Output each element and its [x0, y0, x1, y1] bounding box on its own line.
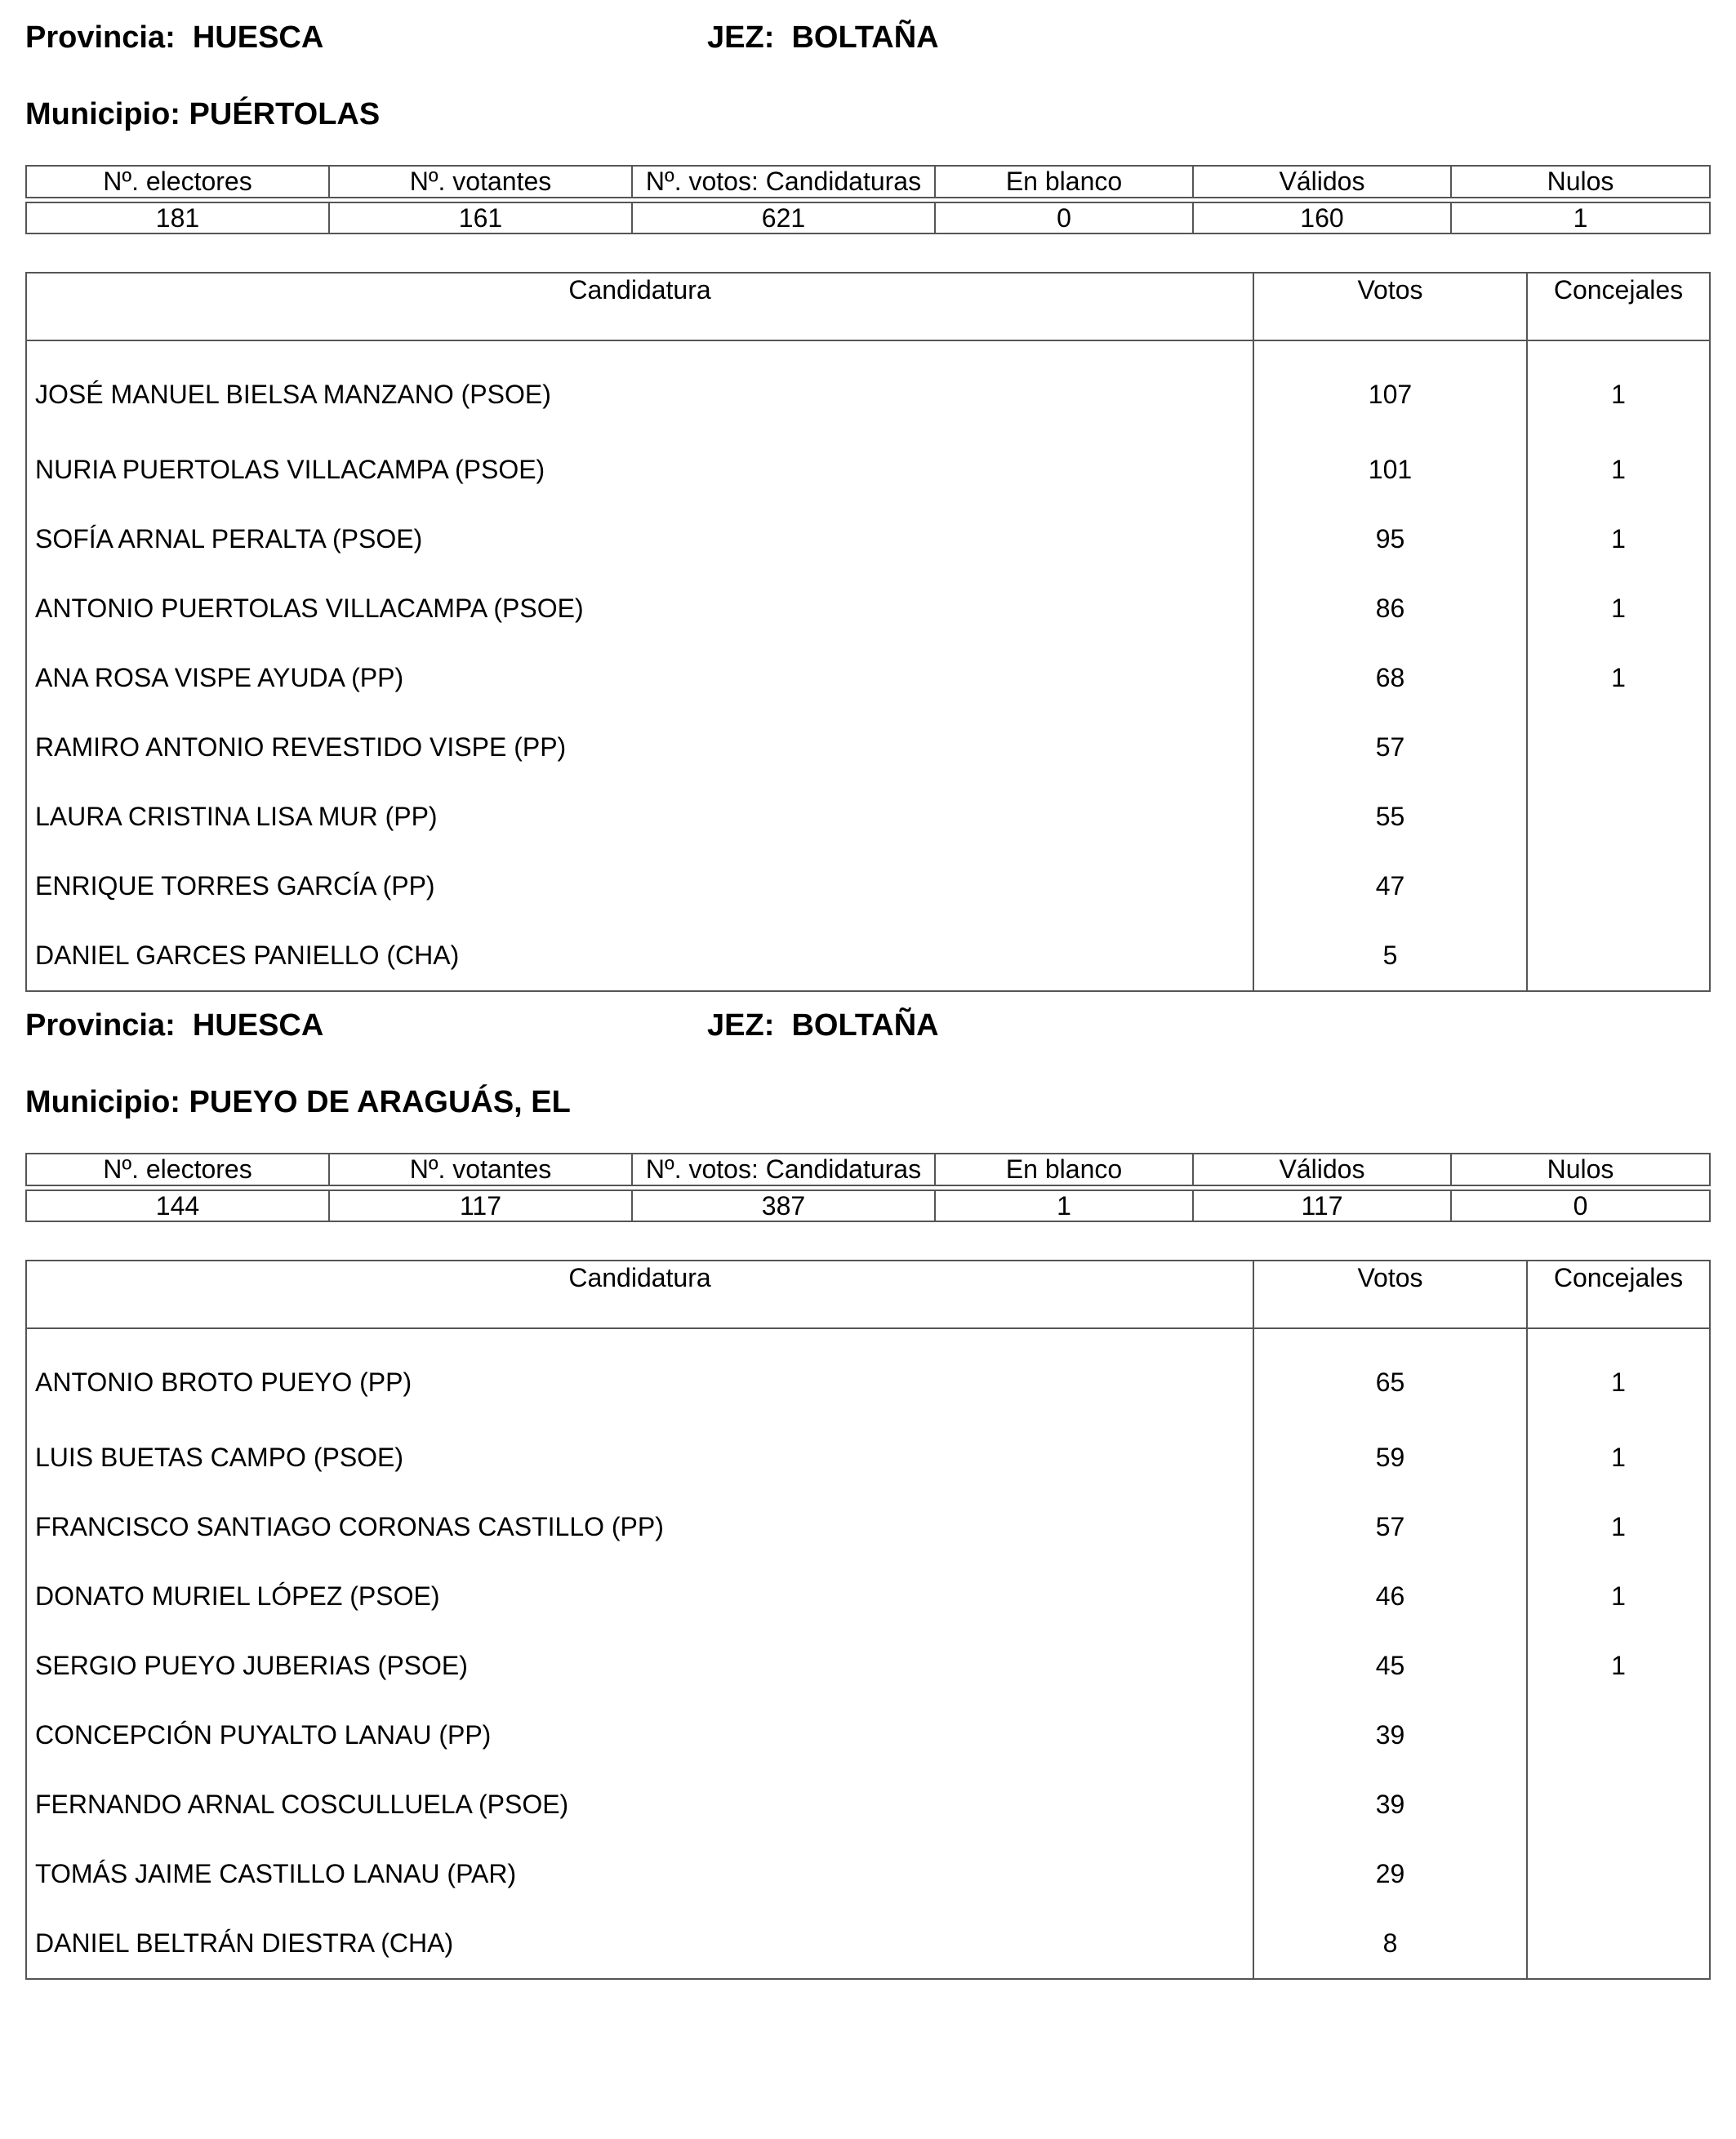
candidate-row: [26, 1839, 1710, 1909]
candidate-name: NURIA PUERTOLAS VILLACAMPA (PSOE): [26, 435, 1253, 505]
summary-table: [25, 1153, 1711, 1222]
summary-header-row: [26, 1154, 1710, 1185]
nulos-header: Nulos: [1451, 1154, 1710, 1185]
provincia-value: HUESCA: [192, 20, 324, 55]
candidate-row: [26, 1423, 1710, 1492]
votantes-header: Nº. votantes: [329, 166, 632, 198]
candidate-votos: 47: [1253, 852, 1527, 921]
summary-value-row: [26, 202, 1710, 233]
candidate-votos: 107: [1253, 340, 1527, 435]
en-blanco-header: En blanco: [935, 1154, 1193, 1185]
candidate-concejales: [1527, 1701, 1710, 1770]
candidate-votos: 59: [1253, 1423, 1527, 1492]
candidate-row: [26, 1909, 1710, 1979]
candidate-name: FERNANDO ARNAL COSCULLUELA (PSOE): [26, 1770, 1253, 1839]
candidate-row: [26, 1562, 1710, 1631]
candidatura-header: Candidatura: [26, 273, 1253, 340]
candidate-name: FRANCISCO SANTIAGO CORONAS CASTILLO (PP): [26, 1492, 1253, 1562]
candidate-row: [26, 505, 1710, 574]
municipio-label: Municipio:: [25, 97, 180, 131]
votos-header: Votos: [1253, 1261, 1527, 1328]
en-blanco-header: En blanco: [935, 166, 1193, 198]
votos-candidaturas-header: Nº. votos: Candidaturas: [632, 1154, 935, 1185]
jez-line: [707, 1007, 939, 1043]
concejales-header: Concejales: [1527, 1261, 1710, 1328]
candidate-concejales: [1527, 1839, 1710, 1909]
municipio-line: [25, 96, 380, 132]
candidate-concejales: [1527, 782, 1710, 852]
votos-candidaturas-value: 621: [632, 202, 935, 233]
candidate-name: CONCEPCIÓN PUYALTO LANAU (PP): [26, 1701, 1253, 1770]
candidate-concejales: [1527, 852, 1710, 921]
summary-value-row: [26, 1190, 1710, 1221]
candidate-name: DONATO MURIEL LÓPEZ (PSOE): [26, 1562, 1253, 1631]
jez-value: BOLTAÑA: [791, 20, 939, 55]
candidate-name: RAMIRO ANTONIO REVESTIDO VISPE (PP): [26, 713, 1253, 782]
candidate-row: [26, 574, 1710, 643]
candidate-votos: 86: [1253, 574, 1527, 643]
candidate-row: [26, 1701, 1710, 1770]
candidate-name: JOSÉ MANUEL BIELSA MANZANO (PSOE): [26, 340, 1253, 435]
jez-value: BOLTAÑA: [791, 1008, 939, 1043]
candidate-name: LUIS BUETAS CAMPO (PSOE): [26, 1423, 1253, 1492]
candidate-concejales: [1527, 713, 1710, 782]
candidate-concejales: 1: [1527, 1492, 1710, 1562]
candidate-concejales: 1: [1527, 1423, 1710, 1492]
candidate-votos: 95: [1253, 505, 1527, 574]
candidate-votos: 68: [1253, 643, 1527, 713]
jez-label: JEZ:: [707, 20, 775, 55]
candidate-concejales: 1: [1527, 1328, 1710, 1423]
candidate-row: [26, 340, 1710, 435]
votos-candidaturas-value: 387: [632, 1190, 935, 1221]
candidate-concejales: 1: [1527, 505, 1710, 574]
nulos-value: 0: [1451, 1190, 1710, 1221]
en-blanco-value: 0: [935, 202, 1193, 233]
candidate-votos: 55: [1253, 782, 1527, 852]
candidate-row: [26, 921, 1710, 991]
candidate-row: [26, 1492, 1710, 1562]
validos-header: Válidos: [1193, 1154, 1451, 1185]
candidate-name: ENRIQUE TORRES GARCÍA (PP): [26, 852, 1253, 921]
votantes-value: 161: [329, 202, 632, 233]
candidate-votos: 57: [1253, 713, 1527, 782]
candidate-votos: 39: [1253, 1701, 1527, 1770]
candidate-concejales: 1: [1527, 435, 1710, 505]
nulos-header: Nulos: [1451, 166, 1710, 198]
candidate-row: [26, 643, 1710, 713]
provincia-line: [25, 20, 323, 56]
candidate-votos: 8: [1253, 1909, 1527, 1979]
validos-value: 117: [1193, 1190, 1451, 1221]
jez-line: [707, 20, 939, 56]
candidate-name: TOMÁS JAIME CASTILLO LANAU (PAR): [26, 1839, 1253, 1909]
candidate-concejales: [1527, 921, 1710, 991]
candidate-row: [26, 1631, 1710, 1701]
candidates-table: [25, 1260, 1711, 1980]
candidate-name: ANTONIO BROTO PUEYO (PP): [26, 1328, 1253, 1423]
candidatura-header: Candidatura: [26, 1261, 1253, 1328]
candidate-name: SERGIO PUEYO JUBERIAS (PSOE): [26, 1631, 1253, 1701]
votos-header: Votos: [1253, 273, 1527, 340]
candidates-table: [25, 272, 1711, 992]
candidate-concejales: 1: [1527, 340, 1710, 435]
candidate-name: ANTONIO PUERTOLAS VILLACAMPA (PSOE): [26, 574, 1253, 643]
candidate-row: [26, 713, 1710, 782]
candidates-header-row: [26, 273, 1710, 340]
candidate-name: ANA ROSA VISPE AYUDA (PP): [26, 643, 1253, 713]
candidate-votos: 45: [1253, 1631, 1527, 1701]
candidate-votos: 29: [1253, 1839, 1527, 1909]
candidate-name: SOFÍA ARNAL PERALTA (PSOE): [26, 505, 1253, 574]
candidate-concejales: 1: [1527, 1562, 1710, 1631]
municipio-value: PUÉRTOLAS: [189, 97, 381, 131]
provincia-line: [25, 1007, 323, 1043]
candidate-votos: 57: [1253, 1492, 1527, 1562]
electores-header: Nº. electores: [26, 166, 329, 198]
validos-value: 160: [1193, 202, 1451, 233]
summary-header-row: [26, 166, 1710, 198]
provincia-label: Provincia:: [25, 20, 176, 55]
candidate-name: DANIEL GARCES PANIELLO (CHA): [26, 921, 1253, 991]
candidate-concejales: 1: [1527, 1631, 1710, 1701]
candidate-name: LAURA CRISTINA LISA MUR (PP): [26, 782, 1253, 852]
votantes-value: 117: [329, 1190, 632, 1221]
candidate-votos: 5: [1253, 921, 1527, 991]
provincia-value: HUESCA: [192, 1008, 324, 1043]
candidate-row: [26, 435, 1710, 505]
candidates-header-row: [26, 1261, 1710, 1328]
municipio-label: Municipio:: [25, 1085, 180, 1119]
summary-table: [25, 165, 1711, 234]
validos-header: Válidos: [1193, 166, 1451, 198]
electores-header: Nº. electores: [26, 1154, 329, 1185]
candidate-votos: 39: [1253, 1770, 1527, 1839]
candidate-concejales: [1527, 1909, 1710, 1979]
electores-value: 181: [26, 202, 329, 233]
electores-value: 144: [26, 1190, 329, 1221]
municipio-line: [25, 1084, 571, 1120]
candidate-concejales: [1527, 1770, 1710, 1839]
nulos-value: 1: [1451, 202, 1710, 233]
municipio-value: PUEYO DE ARAGUÁS, EL: [189, 1085, 571, 1119]
jez-label: JEZ:: [707, 1008, 775, 1043]
candidate-votos: 101: [1253, 435, 1527, 505]
candidate-concejales: 1: [1527, 643, 1710, 713]
candidate-concejales: 1: [1527, 574, 1710, 643]
votantes-header: Nº. votantes: [329, 1154, 632, 1185]
candidate-row: [26, 1770, 1710, 1839]
candidate-row: [26, 852, 1710, 921]
concejales-header: Concejales: [1527, 273, 1710, 340]
en-blanco-value: 1: [935, 1190, 1193, 1221]
candidate-votos: 46: [1253, 1562, 1527, 1631]
provincia-label: Provincia:: [25, 1008, 176, 1043]
votos-candidaturas-header: Nº. votos: Candidaturas: [632, 166, 935, 198]
candidate-votos: 65: [1253, 1328, 1527, 1423]
candidate-name: DANIEL BELTRÁN DIESTRA (CHA): [26, 1909, 1253, 1979]
candidate-row: [26, 1328, 1710, 1423]
candidate-row: [26, 782, 1710, 852]
